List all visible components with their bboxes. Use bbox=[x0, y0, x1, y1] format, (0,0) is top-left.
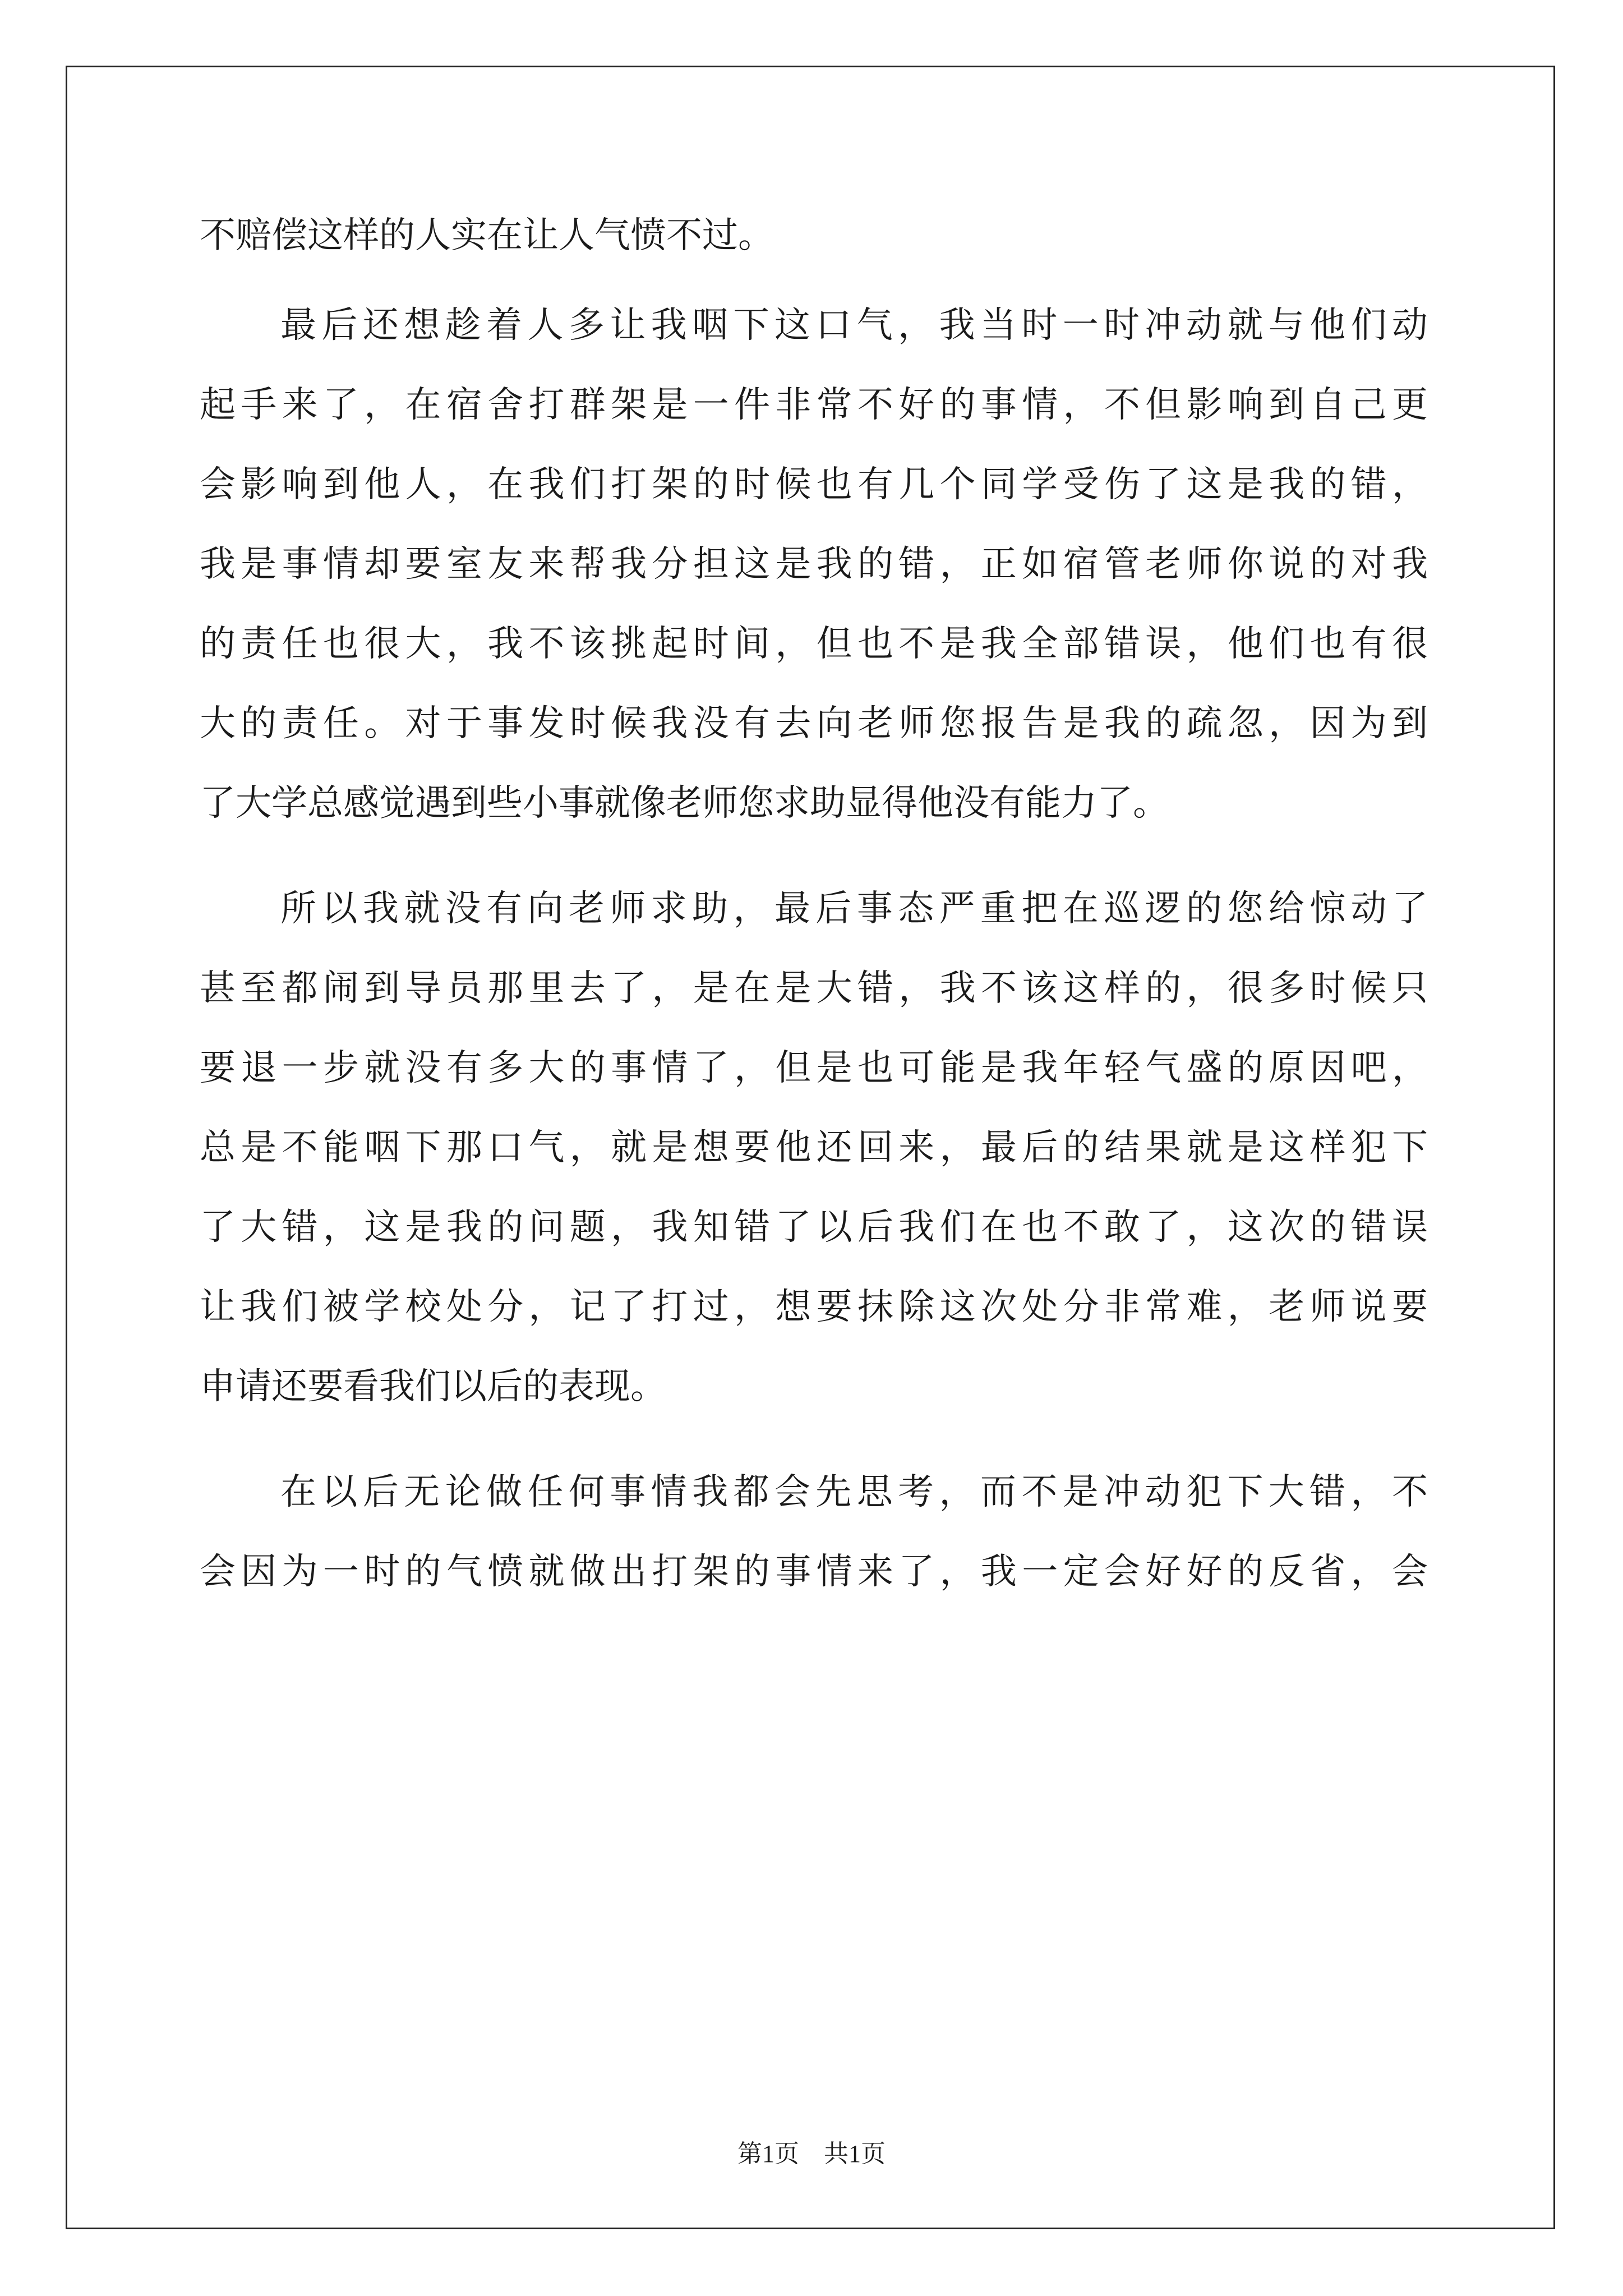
text-line: 最后还想趁着人多让我咽下这口气，我当时一时冲动就与他们动 bbox=[280, 305, 1428, 346]
text-line: 了大错，这是我的问题，我知错了以后我们在也不敢了，这次的错误 bbox=[200, 1207, 1428, 1248]
text-line: 会因为一时的气愤就做出打架的事情来了，我一定会好好的反省，会 bbox=[200, 1551, 1428, 1593]
text-line: 所以我就没有向老师求助，最后事态严重把在巡逻的您给惊动了 bbox=[280, 888, 1428, 930]
text-line: 甚至都闹到导员那里去了，是在是大错，我不该这样的，很多时候只 bbox=[200, 968, 1428, 1009]
text-line: 在以后无论做任何事情我都会先思考，而不是冲动犯下大错，不 bbox=[280, 1471, 1428, 1513]
text-line: 大的责任。对于事发时候我没有去向老师您报告是我的疏忽，因为到 bbox=[200, 703, 1428, 744]
text-line: 了大学总感觉遇到些小事就像老师您求助显得他没有能力了。 bbox=[200, 783, 1169, 824]
text-line: 申请还要看我们以后的表现。 bbox=[200, 1366, 666, 1407]
text-line: 让我们被学校处分，记了打过，想要抹除这次处分非常难，老师说要 bbox=[200, 1286, 1428, 1328]
text-line: 起手来了，在宿舍打群架是一件非常不好的事情，不但影响到自己更 bbox=[200, 384, 1428, 426]
text-line: 我是事情却要室友来帮我分担这是我的错，正如宿管老师你说的对我 bbox=[200, 544, 1428, 585]
text-line: 总是不能咽下那口气，就是想要他还回来，最后的结果就是这样犯下 bbox=[200, 1127, 1428, 1168]
page-number: 第1页 共1页 bbox=[737, 2140, 886, 2168]
text-line: 的责任也很大，我不该挑起时间，但也不是我全部错误，他们也有很 bbox=[200, 623, 1428, 665]
text-line: 不赔偿这样的人实在让人气愤不过。 bbox=[200, 215, 774, 256]
text-line: 会影响到他人，在我们打架的时候也有几个同学受伤了这是我的错， bbox=[200, 464, 1428, 505]
text-line: 要退一步就没有多大的事情了，但是也可能是我年轻气盛的原因吧， bbox=[200, 1047, 1428, 1089]
